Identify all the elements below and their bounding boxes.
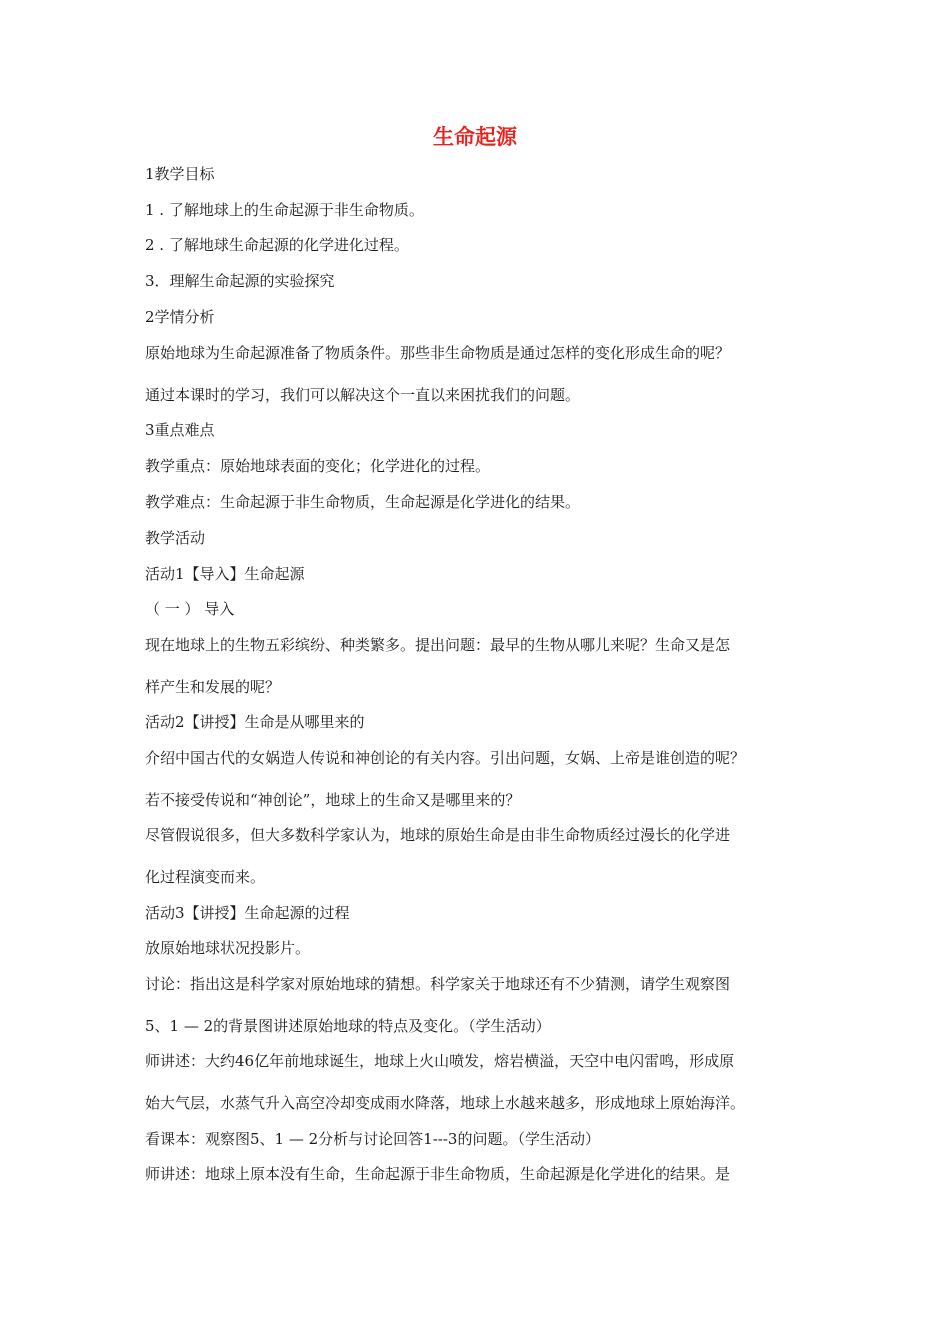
paragraph-line: 5、1 — 2的背景图讲述原始地球的特点及变化。（学生活动） (145, 1017, 551, 1035)
paragraph-line: 放原始地球状况投影片。 (145, 939, 311, 957)
section-heading-objectives: 1教学目标 (145, 165, 215, 183)
activity-heading-3: 活动3【讲授】生命起源的过程 (145, 904, 350, 922)
paragraph-line: 样产生和发展的呢？ (145, 678, 281, 696)
paragraph-line: 原始地球为生命起源准备了物质条件。那些非生命物质是通过怎样的变化形成生命的呢？ (145, 344, 731, 362)
section-heading-key-points: 3重点难点 (145, 421, 215, 439)
objective-item-1: 1 . 了解地球上的生命起源于非生命物质。 (145, 201, 424, 219)
objective-item-2: 2 . 了解地球生命起源的化学进化过程。 (145, 236, 409, 254)
objective-item-3: 3．理解生命起源的实验探究 (145, 272, 335, 290)
paragraph-line: 师讲述：大约46亿年前地球诞生，地球上火山喷发，熔岩横溢，天空中电闪雷鸣，形成原 (145, 1052, 735, 1070)
subheading-intro: （ 一 ） 导入 (145, 600, 235, 618)
paragraph-line: 若不接受传说和“神创论”，地球上的生命又是哪里来的？ (145, 791, 521, 809)
document-title: 生命起源 (433, 125, 517, 149)
activity-heading-2: 活动2【讲授】生命是从哪里来的 (145, 713, 365, 731)
paragraph-line: 看课本：观察图5、1 — 2分析与讨论回答1---3的问题。（学生活动） (145, 1130, 600, 1148)
paragraph-line: 教学重点：原始地球表面的变化；化学进化的过程。 (145, 457, 491, 475)
paragraph-line: 师讲述：地球上原本没有生命，生命起源于非生命物质，生命起源是化学进化的结果。是 (145, 1165, 731, 1183)
activity-heading-1: 活动1【导入】生命起源 (145, 565, 305, 583)
paragraph-line: 化过程演变而来。 (145, 868, 266, 886)
paragraph-line: 讨论：指出这是科学家对原始地球的猜想。科学家关于地球还有不少猜测，请学生观察图 (145, 975, 731, 993)
paragraph-line: 尽管假说很多，但大多数科学家认为，地球的原始生命是由非生命物质经过漫长的化学进 (145, 826, 731, 844)
paragraph-line: 介绍中国古代的女娲造人传说和神创论的有关内容。引出问题，女娲、上帝是谁创造的呢？ (145, 749, 746, 767)
section-heading-analysis: 2学情分析 (145, 308, 215, 326)
paragraph-line: 通过本课时的学习，我们可以解决这个一直以来困扰我们的问题。 (145, 386, 581, 404)
section-heading-activities: 教学活动 (145, 529, 206, 547)
paragraph-line: 始大气层，水蒸气升入高空冷却变成雨水降落，地球上水越来越多，形成地球上原始海洋。 (145, 1094, 746, 1112)
paragraph-line: 教学难点：生命起源于非生命物质，生命起源是化学进化的结果。 (145, 493, 581, 511)
paragraph-line: 现在地球上的生物五彩缤纷、种类繁多。提出问题：最早的生物从哪儿来呢？生命又是怎 (145, 636, 731, 654)
